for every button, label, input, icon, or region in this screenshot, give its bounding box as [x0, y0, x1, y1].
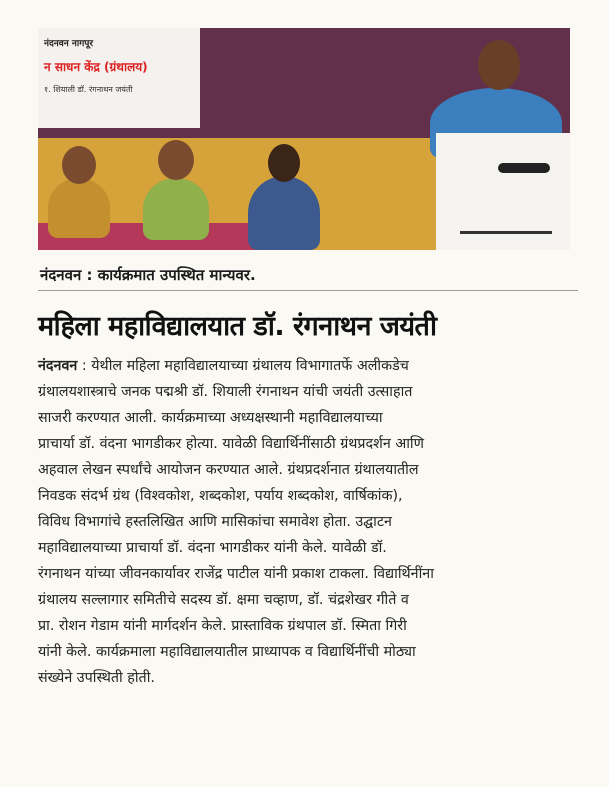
article-line: यांनी केले. कार्यक्रमाला महाविद्यालयातील प्राध्यापक व विद्यार्थिनींची मोठ्या — [38, 644, 416, 660]
divider — [38, 290, 578, 291]
dateline: नंदनवन — [38, 358, 78, 374]
article-line: महाविद्यालयाच्या प्राचार्या डॉ. वंदना भागडीकर यांनी केले. यावेळी डॉ. — [38, 540, 387, 556]
event-photo — [38, 28, 570, 250]
banner-line-1: नंदनवन नागपूर — [44, 39, 94, 49]
article-line: संख्येने उपस्थिती होती. — [38, 670, 155, 686]
caption-text: : कार्यक्रमात उपस्थित मान्यवर. — [86, 266, 256, 284]
speaker-head — [478, 40, 520, 90]
article-line: निवडक संदर्भ ग्रंथ (विश्वकोश, शब्दकोश, पर्याय शब्दकोश, वार्षिकांक), — [38, 488, 403, 504]
caption-place: नंदनवन — [40, 266, 82, 284]
article-line: साजरी करण्यात आली. कार्यक्रमाच्या अध्यक्षस्थानी महाविद्यालयाच्या — [38, 410, 383, 426]
article-line-text: : येथील महिला महाविद्यालयाच्या ग्रंथालय विभागातर्फे अलीकडेच — [81, 358, 409, 374]
guest-head — [158, 140, 194, 180]
podium-rule — [460, 231, 552, 234]
podium — [436, 133, 570, 250]
event-banner — [38, 28, 200, 128]
guest-figure — [143, 178, 209, 240]
guest-figure — [48, 178, 110, 238]
article-line: ग्रंथालयशास्त्राचे जनक पद्मश्री डॉ. शियाली रंगनाथन यांची जयंती उत्साहात — [38, 384, 413, 400]
banner-line-2: न साधन केंद्र (ग्रंथालय) — [44, 60, 148, 74]
banner-line-3: १. शियाली डॉ. रंगनाथन जयंती — [44, 85, 133, 94]
article-line — [38, 353, 586, 379]
photo-caption — [40, 265, 256, 285]
article-body — [38, 353, 586, 691]
article-line: ग्रंथालय सल्लागार समितीचे सदस्य डॉ. क्षमा चव्हाण, डॉ. चंद्रशेखर गीते व — [38, 592, 409, 608]
headline: महिला महाविद्यालयात डॉ. रंगनाथन जयंती — [38, 311, 437, 342]
article-line: प्रा. रोशन गेडाम यांनी मार्गदर्शन केले. प्रास्ताविक ग्रंथपाल डॉ. स्मिता गिरी — [38, 618, 407, 634]
article-line: प्राचार्या डॉ. वंदना भागडीकर होत्या. यावेळी विद्यार्थिनींसाठी ग्रंथप्रदर्शन आणि — [38, 436, 424, 452]
article-line: अहवाल लेखन स्पर्धांचे आयोजन करण्यात आले. ग्रंथप्रदर्शनात ग्रंथालयातील — [38, 462, 419, 478]
article-line: रंगनाथन यांच्या जीवनकार्यावर राजेंद्र पाटील यांनी प्रकाश टाकला. विद्यार्थिनींना — [38, 566, 434, 582]
guest-figure — [248, 176, 320, 250]
guest-head — [268, 144, 300, 182]
podium-logo — [498, 163, 550, 173]
article-line: विविध विभागांचे हस्तलिखित आणि मासिकांचा समावेश होता. उद्घाटन — [38, 514, 392, 530]
guest-head — [62, 146, 96, 184]
